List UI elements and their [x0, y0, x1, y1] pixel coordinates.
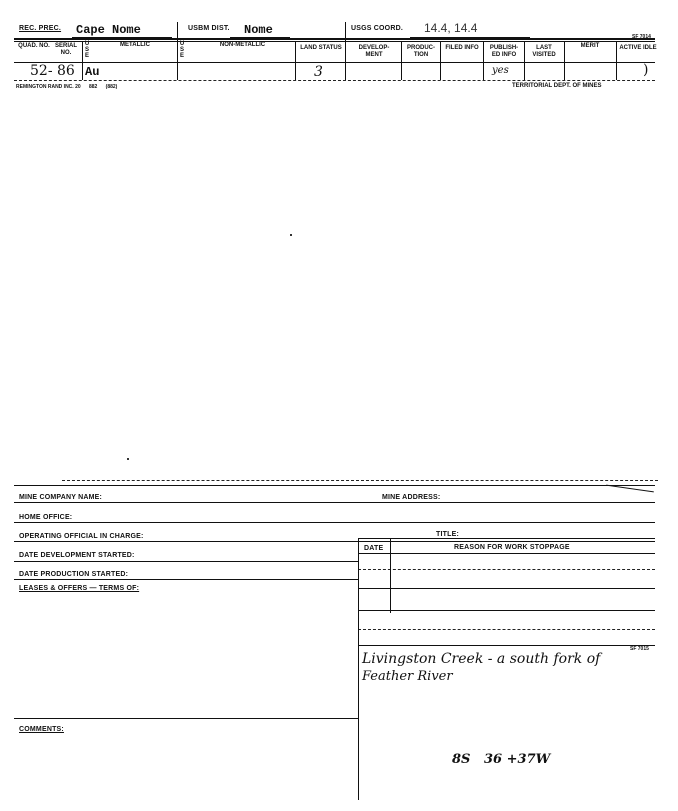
- rec-prec-label: REC. PREC.: [19, 25, 62, 32]
- header-published-info: PUBLISH- ED INFO: [489, 45, 519, 58]
- vrule-nonmetallic: [295, 41, 296, 80]
- header-development: DEVELOP- MENT: [358, 45, 390, 58]
- rule-note-top: [358, 645, 655, 646]
- header-merit: MERIT: [580, 43, 600, 49]
- date-col-label: DATE: [364, 545, 384, 552]
- header-filed-info: FILED INFO: [445, 45, 479, 51]
- top-footer-left: REMINGTON RAND INC. 20 882 (882): [16, 84, 118, 90]
- scan-speck: [127, 458, 129, 460]
- vrule-last-visited: [564, 41, 565, 80]
- vrule-land: [345, 22, 346, 80]
- value-published-info: yes: [492, 65, 509, 76]
- header-serial-no: SERIAL NO.: [54, 43, 77, 56]
- rec-prec-value: Cape Nome: [76, 23, 141, 37]
- rule-date-development: [14, 561, 358, 562]
- note-location: 8S 36 +37W: [452, 752, 551, 767]
- rule-home-office: [14, 522, 655, 523]
- top-footer-right: TERRITORIAL DEPT. OF MINES: [512, 83, 602, 89]
- vrule-develop: [401, 41, 402, 80]
- top-form-number: SF 7014: [632, 34, 651, 40]
- reason-col-label: REASON FOR WORK STOPPAGE: [454, 544, 570, 551]
- title-label: TITLE:: [436, 531, 459, 538]
- header-metallic: METALLIC: [120, 42, 150, 48]
- rule-comments-top: [14, 718, 358, 719]
- rule-mine-company: [14, 502, 655, 503]
- usgs-coord-label: USGS COORD.: [351, 25, 403, 32]
- vrule-center: [358, 538, 359, 800]
- comments-label: COMMENTS:: [19, 726, 64, 733]
- header-land-status: LAND STATUS: [300, 45, 342, 51]
- header-last-visited: LAST VISITED: [532, 45, 556, 58]
- vrule-filed: [483, 41, 484, 80]
- top-rule-1: [14, 38, 655, 40]
- note-line-2: Feather River: [362, 669, 453, 684]
- note-line-1: Livingston Creek - a south fork of: [362, 651, 601, 667]
- value-quad-serial: 52- 86: [30, 63, 75, 79]
- home-office-label: HOME OFFICE:: [19, 514, 73, 521]
- usbm-dist-value: Nome: [244, 23, 273, 37]
- bottom-form-number: SF 7015: [630, 646, 649, 652]
- date-production-label: DATE PRODUCTION STARTED:: [19, 571, 129, 578]
- value-active-idle: ): [643, 62, 649, 78]
- usgs-coord-value: 14.4, 14.4: [424, 21, 478, 35]
- bottom-top-rule: [62, 480, 658, 481]
- rule-reason-row4: [358, 629, 655, 630]
- bottom-top-rule-2: [14, 485, 655, 486]
- vrule-production: [440, 41, 441, 80]
- mine-company-name-label: MINE COMPANY NAME:: [19, 494, 103, 501]
- vrule-published: [524, 41, 525, 80]
- rule-reason-top: [358, 538, 655, 539]
- header-quad-no: QUAD. NO.: [18, 43, 50, 49]
- scan-speck: [290, 234, 292, 236]
- vrule-merit: [616, 41, 617, 80]
- header-use-letters: U S E: [84, 41, 90, 59]
- leases-label: LEASES & OFFERS — TERMS OF:: [19, 585, 140, 592]
- vrule-metallic: [177, 22, 178, 80]
- value-land-status: 3: [314, 64, 323, 80]
- date-development-label: DATE DEVELOPMENT STARTED:: [19, 552, 135, 559]
- rule-date-production: [14, 579, 358, 580]
- mine-address-label: MINE ADDRESS:: [382, 494, 441, 501]
- values-bottom-rule: [14, 80, 655, 81]
- value-metallic: Au: [85, 65, 100, 79]
- vrule-quad: [82, 41, 83, 80]
- header-active-idle: ACTIVE IDLE: [619, 45, 657, 51]
- header-non-metallic: NON-METALLIC: [219, 42, 266, 48]
- rule-reason-row2: [358, 588, 655, 589]
- rule-reason-header: [358, 553, 655, 554]
- operating-official-label: OPERATING OFFICIAL IN CHARGE:: [19, 533, 144, 540]
- header-use-letters-2: U S E: [179, 41, 185, 59]
- vrule-date-col: [390, 538, 391, 613]
- rule-operating-official: [14, 541, 655, 542]
- usbm-dist-label: USBM DIST.: [188, 25, 230, 32]
- rule-reason-row1: [358, 569, 655, 570]
- rule-reason-row3: [358, 610, 655, 611]
- header-bottom-rule: [14, 62, 655, 63]
- header-production: PRODUC- TION: [407, 45, 435, 58]
